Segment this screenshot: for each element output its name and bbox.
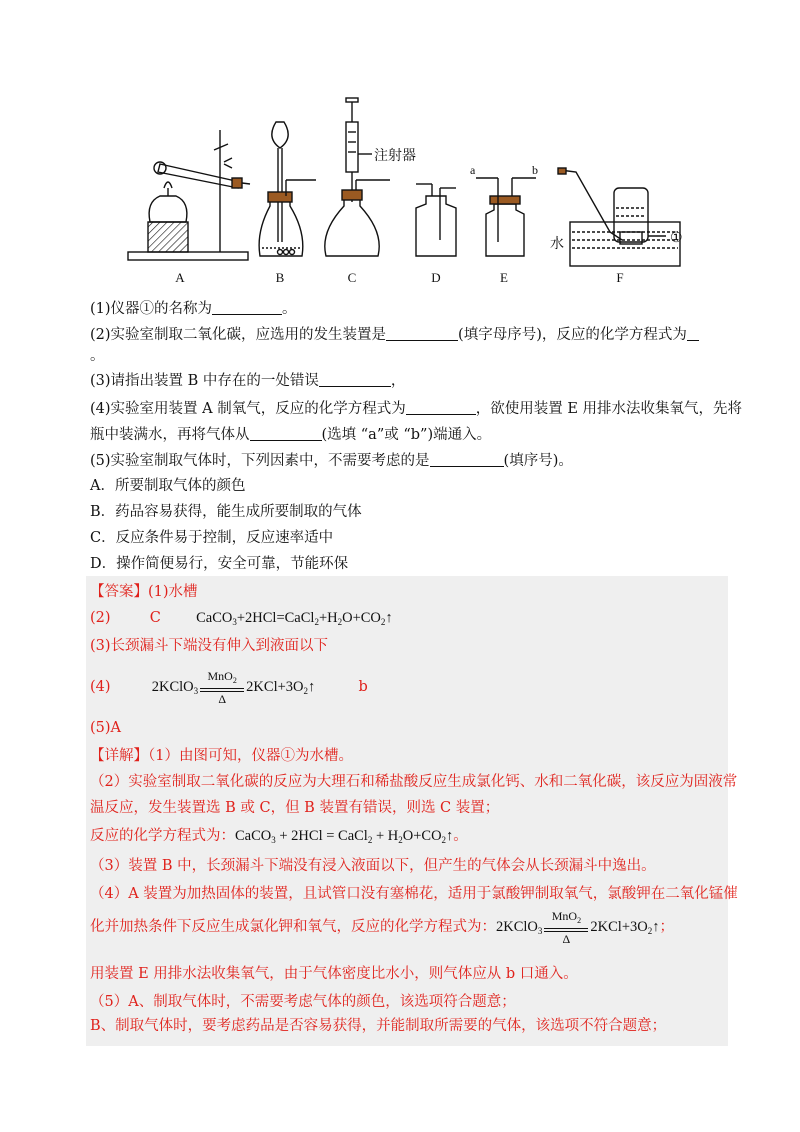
option-b: B．药品容易获得，能生成所要制取的气体 [90, 504, 362, 520]
option-d: D．操作简便易行，安全可靠，节能环保 [90, 556, 349, 572]
label-d: D [431, 270, 441, 285]
equation-kclo3-detail: 2KClO$_3$ $\frac{MnO_2}{\Delta}$ $2KCl+3O_2↑$ [496, 909, 660, 947]
equation-kclo3: 2KClO$_3$ $\frac{MnO_2}{\Delta}$ $2KCl+3O_2↑$ [151, 669, 316, 707]
q2-end: 。 [90, 348, 105, 364]
q4-line2-text: 瓶中装满水，再将气体从 [90, 427, 250, 443]
label-f: F [616, 270, 624, 285]
detail-4b-text: 化并加热条件下反应生成氯化钾和氧气，反应的化学方程式为： [90, 919, 496, 935]
detail-3: （3）装置 B 中，长颈漏斗下端没有浸入液面以下，但产生的气体会从长颈漏斗中逸出。 [90, 858, 656, 874]
answer-2-num: (2) [90, 610, 111, 626]
blank-4b[interactable] [250, 424, 322, 441]
question-2 [90, 324, 699, 345]
answer-4-num: (4) [90, 679, 111, 695]
blank-2a[interactable] [386, 324, 458, 341]
apparatus-e [476, 178, 536, 256]
label-e: E [500, 270, 508, 285]
apparatus-d [416, 184, 456, 256]
question-2-end [90, 346, 105, 366]
answer-line-2 [90, 608, 393, 632]
q5-end: (填序号)。 [503, 453, 573, 469]
water-label: 水 [550, 236, 564, 252]
option-c: C．反应条件易于控制，反应速率适中 [90, 530, 334, 546]
q5-text: (5)实验室制取气体时，下列因素中，不需要考虑的是 [90, 453, 430, 469]
q2-mid: (填字母序号)，反应的化学方程式为 [458, 327, 687, 343]
question-4 [90, 398, 742, 419]
answer-line-4 [90, 668, 368, 710]
apparatus-a [128, 130, 250, 260]
answer-1: (1)水槽 [148, 584, 198, 600]
equation-co2-detail: CaCO$_3$ + 2HCl = CaCl$_2$ + $H_2O+CO_2↑$ [235, 828, 454, 845]
q4-text: (4)实验室用装置 A 制氧气，反应的化学方程式为 [90, 401, 406, 417]
label-b: B [275, 270, 285, 285]
q4-line2-end: (选填 “a”或 “b”)端通入。 [321, 427, 492, 443]
detail-heading: 【详解】 [90, 748, 148, 764]
q1-text: (1)仪器①的名称为 [90, 301, 213, 317]
detail-line-1 [90, 746, 353, 766]
answer-2-letter: C [149, 610, 161, 626]
answer-4-letter: b [358, 679, 368, 695]
detail-5b: B、制取气体时，要考虑药品是否容易获得，并能制取所需要的气体，该选项不符合题意； [90, 1018, 667, 1034]
blank-2b[interactable] [687, 324, 699, 341]
answer-5: (5)A [90, 720, 122, 736]
apparatus-b [259, 122, 316, 256]
catalyst-condition-detail: $\frac{MnO_2}{\Delta}$ [544, 909, 588, 946]
syringe-label: 注射器 [374, 148, 416, 164]
detail-4b-end: ； [659, 919, 674, 935]
detail-5: （5）A、制取气体时，不需要考虑气体的颜色，该选项符合题意； [90, 994, 516, 1010]
q2-text: (2)实验室制取二氧化碳，应选用的发生装置是 [90, 327, 387, 343]
question-1 [90, 298, 297, 319]
detail-2c [90, 826, 468, 850]
detail-2c-end: 。 [453, 828, 468, 844]
answer-line-1 [90, 582, 198, 602]
blank-4a[interactable] [406, 398, 476, 415]
apparatus-f [558, 168, 680, 266]
blank-3[interactable] [319, 370, 391, 387]
port-a-label: a [470, 163, 476, 177]
detail-2: （2）实验室制取二氧化碳的反应为大理石和稀盐酸反应生成氯化钙、水和二氧化碳，该反应为固液常 [90, 774, 738, 790]
detail-4c: 用装置 E 用排水法收集氧气，由于气体密度比水小，则气体应从 b 口通入。 [90, 966, 578, 982]
port-b-label: b [532, 163, 538, 177]
question-4-line2 [90, 424, 491, 445]
blank-1[interactable] [212, 298, 282, 315]
answer-3: (3)长颈漏斗下端没有伸入到液面以下 [90, 638, 329, 654]
equation-co2: $CaCO_3+2HCl=CaCl_2+H_2O+CO_2↑$ [196, 610, 393, 627]
detail-4b [90, 908, 674, 950]
blank-5[interactable] [430, 450, 504, 467]
circled-one-label: ① [670, 230, 683, 246]
q1-end: 。 [282, 301, 297, 317]
question-5 [90, 450, 573, 471]
catalyst-condition: $\frac{MnO_2}{\Delta}$ [200, 669, 244, 706]
answer-heading: 【答案】 [90, 584, 148, 600]
detail-1: （1）由图可知，仪器①为水槽。 [148, 748, 353, 764]
detail-2c-text: 反应的化学方程式为： [90, 828, 235, 844]
label-a: A [175, 270, 185, 285]
question-3 [90, 370, 405, 391]
option-a: A．所要制取气体的颜色 [90, 478, 246, 494]
detail-4: （4）A 装置为加热固体的装置，且试管口没有塞棉花，适用于氯酸钾制取氧气，氯酸钾在二氧化锰催 [90, 886, 738, 902]
apparatus-c [325, 98, 390, 256]
q4-mid: ，欲使用装置 E 用排水法收集氧气，先将 [475, 401, 743, 417]
detail-2b: 温反应，发生装置选 B 或 C，但 B 装置有错误，则选 C 装置； [90, 800, 500, 816]
apparatus-figure [120, 92, 700, 292]
label-c: C [347, 270, 357, 285]
q3-text: (3)请指出装置 B 中存在的一处错误 [90, 373, 319, 389]
q3-end: ， [390, 373, 406, 389]
